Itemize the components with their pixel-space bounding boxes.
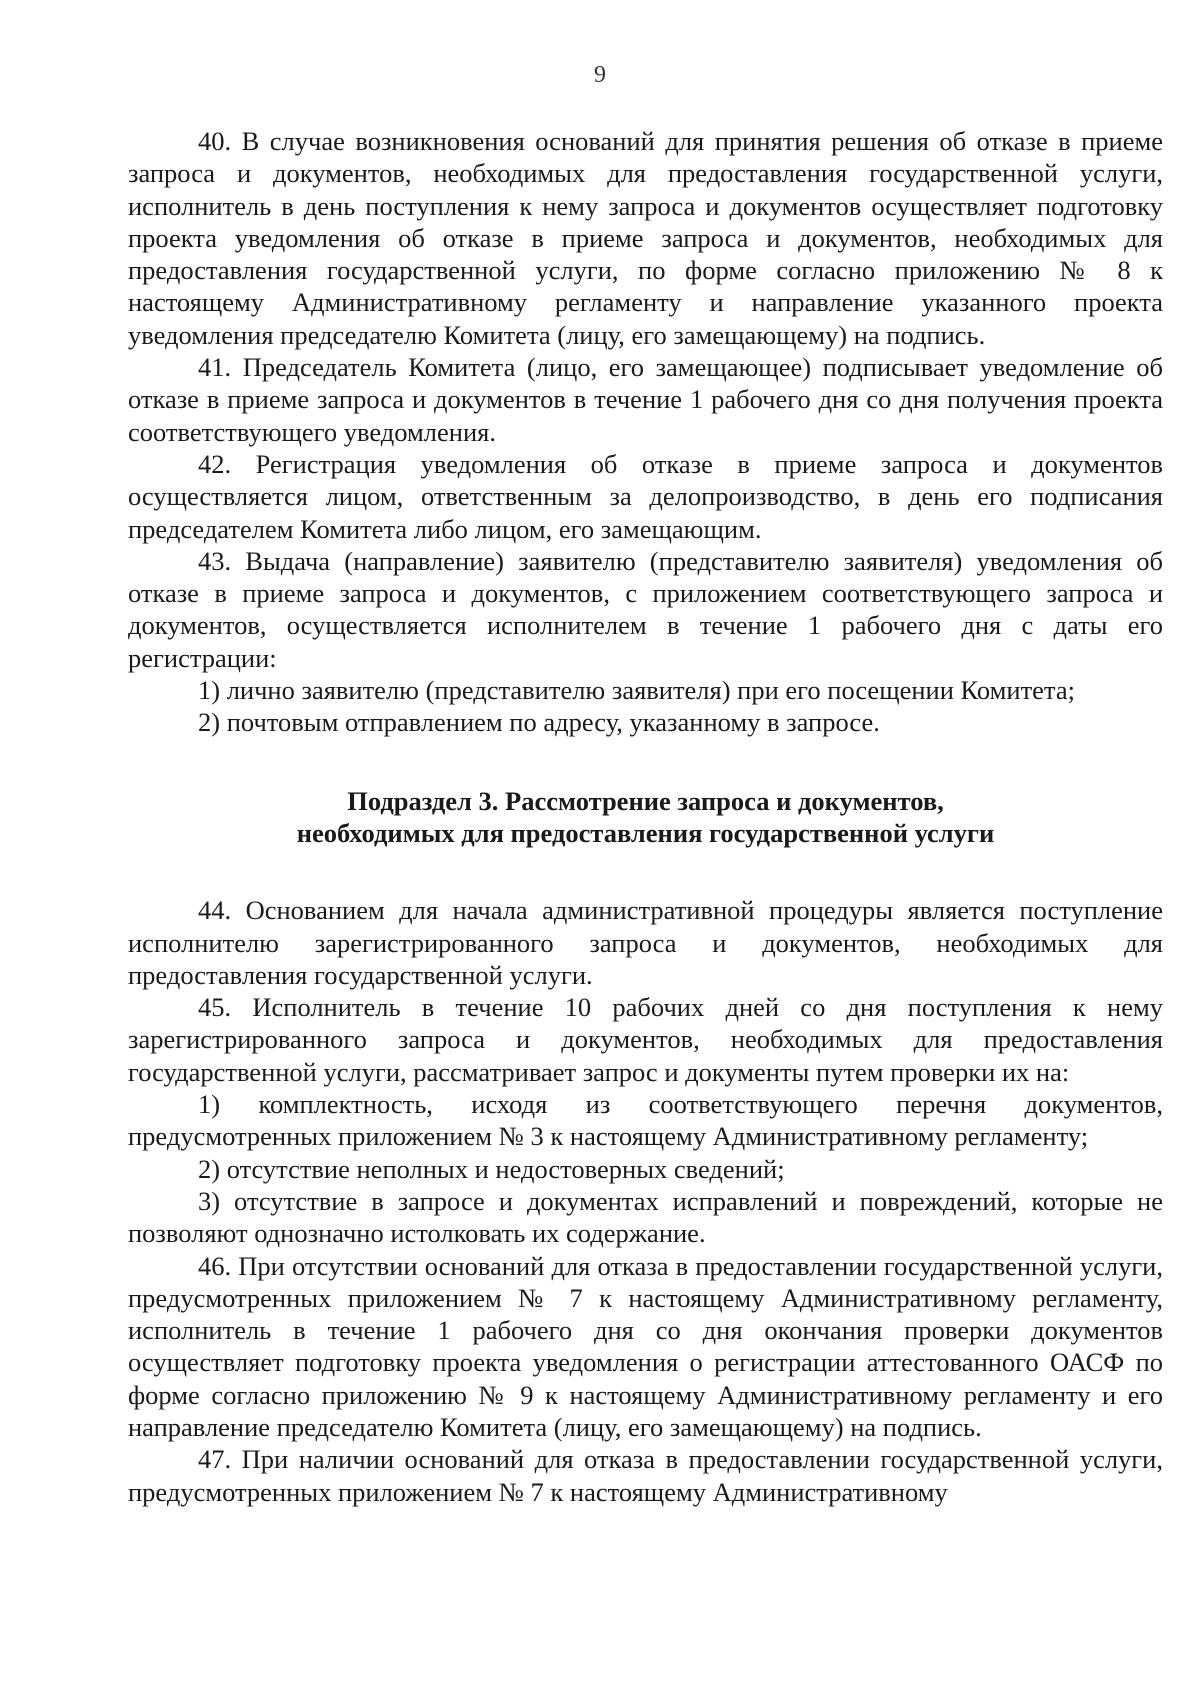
paragraph-46: 46. При отсутствии оснований для отказа в предоставлении государственной услуги, предусмотренных приложением № 7 к настоящему Административному регламенту, исполнитель в течение 1 рабочего дня со дня окончания проверки документов осуществляет подготовку проекта уведомления о регистрации аттестованного ОАСФ по форме согласно приложению № 9 к настоящему Административному регламенту и его направление председателю Комитета (лицу, его замещающему) на подпись. <box>128 1250 1163 1442</box>
paragraph-42: 42. Регистрация уведомления об отказе в приеме запроса и документов осуществляется лицом, ответственным за делопроизводство, в день его подписания председателем Комитета либо лицом, его замещающим. <box>128 448 1163 544</box>
paragraph-45: 45. Исполнитель в течение 10 рабочих дней со дня поступления к нему зарегистрированного запроса и документов, необходимых для предоставления государственной услуги, рассматривает запрос и документы путем проверки их на: <box>128 992 1163 1087</box>
paragraph-43: 43. Выдача (направление) заявителю (представителю заявителя) уведомления об отказе в приеме запроса и документов, с приложением соответствующего запроса и документов, осуществляется исполнителем в течение 1 рабочего дня с даты его регистрации: <box>128 545 1163 673</box>
paragraph-45-item-2: 2) отсутствие неполных и недостоверных сведений; <box>198 1153 785 1184</box>
section-heading-line-2: необходимых для предоставления государственной услуги <box>296 817 995 848</box>
paragraph-43-item-1: 1) лично заявителю (представителю заявителя) при его посещении Комитета; <box>198 675 1075 706</box>
section-heading-line-1: Подраздел 3. Рассмотрение запроса и документов, <box>347 785 944 816</box>
paragraph-40: 40. В случае возникновения оснований для принятия решения об отказе в приеме запроса и документов, необходимых для предоставления государственной услуги, исполнитель в день поступления к нему запроса и документов осуществляет подготовку проекта уведомления об отказе в приеме запроса и документов, необходимых для предоставления государственной услуги, по форме согласно приложению № 8 к настоящему Административному регламенту и направление указанного проекта уведомления председателю Комитета (лицу, его замещающему) на подпись. <box>128 126 1163 350</box>
paragraph-47: 47. При наличии оснований для отказа в предоставлении государственной услуги, предусмотренных приложением № 7 к настоящему Административному <box>128 1444 1163 1507</box>
paragraph-45-item-1: 1) комплектность, исходя из соответствующего перечня документов, предусмотренных приложением № 3 к настоящему Административному регламенту; <box>128 1089 1163 1152</box>
paragraph-43-item-2: 2) почтовым отправлением по адресу, указанному в запросе. <box>198 707 880 738</box>
document-body <box>128 125 1163 1508</box>
paragraph-45-item-3: 3) отсутствие в запросе и документах исправлений и повреждений, которые не позволяют однозначно истолковать их содержание. <box>128 1185 1163 1249</box>
page-number: 9 <box>594 62 606 88</box>
paragraph-41: 41. Председатель Комитета (лицо, его замещающее) подписывает уведомление об отказе в приеме запроса и документов в течение 1 рабочего дня со дня получения проекта соответствующего уведомления. <box>128 352 1163 447</box>
paragraph-44: 44. Основанием для начала административной процедуры является поступление исполнителю зарегистрированного запроса и документов, необходимых для предоставления государственной услуги. <box>128 895 1163 990</box>
section-heading <box>128 785 1163 850</box>
